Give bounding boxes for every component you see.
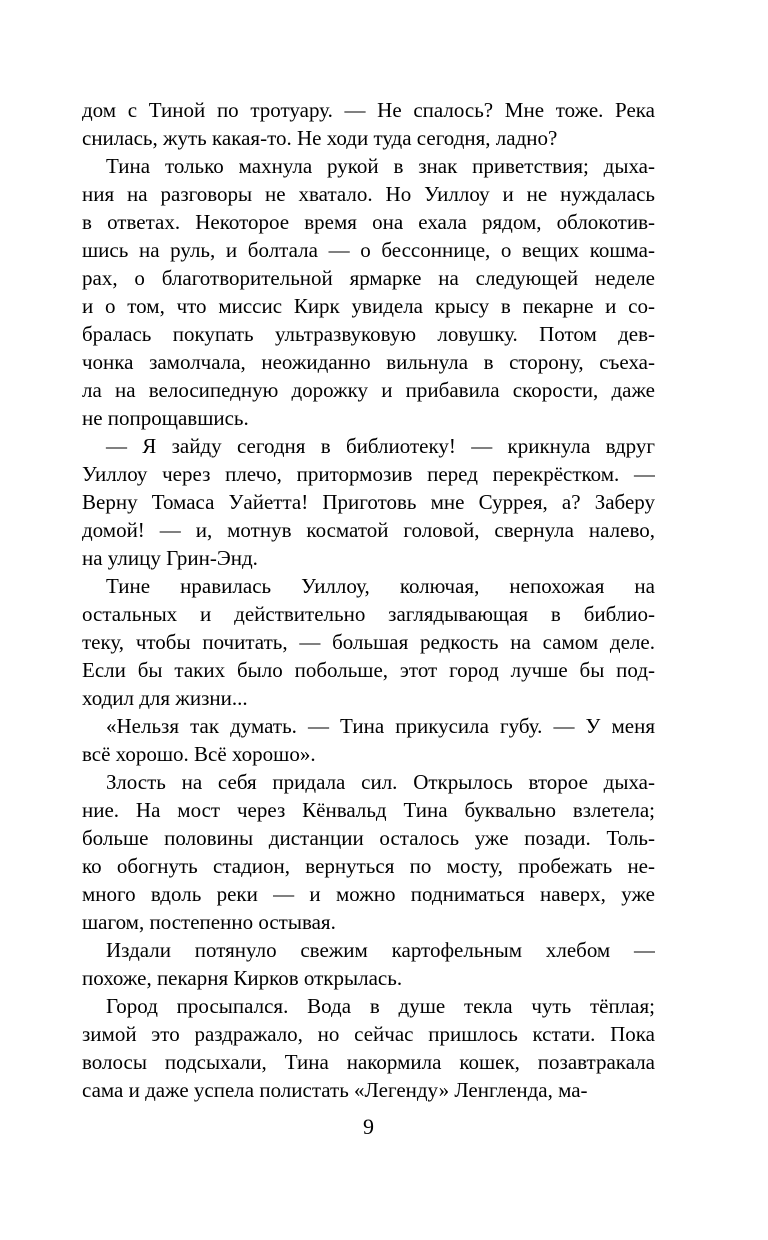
text-line: Если бы таких было побольше, этот город лучше бы под- xyxy=(82,658,655,682)
text-line: Тина только махнула рукой в знак приветствия; дыха- xyxy=(106,154,655,178)
text-line: дом с Тиной по тротуару. — Не спалось? Мне тоже. Река xyxy=(82,98,655,122)
text-line: ко обогнуть стадион, вернуться по мосту, пробежать не- xyxy=(82,854,655,878)
paragraph xyxy=(82,572,655,712)
text-line: Издали потянуло свежим картофельным хлебом — xyxy=(106,938,655,962)
page-number: 9 xyxy=(363,1114,374,1139)
paragraph xyxy=(82,152,655,432)
text-line: домой! — и, мотнув косматой головой, свернула налево, xyxy=(82,518,655,542)
text-line: Злость на себя придала сил. Открылось второе дыха- xyxy=(106,770,655,794)
paragraph xyxy=(82,432,655,572)
text-line: «Нельзя так думать. — Тина прикусила губу. — У меня xyxy=(106,714,655,738)
text-line: Уиллоу через плечо, притормозив перед перекрёстком. — xyxy=(82,462,655,486)
text-line: Верну Томаса Уайетта! Приготовь мне Суррея, а? Заберу xyxy=(82,490,655,514)
page-text xyxy=(82,96,655,1104)
text-line: ходил для жизни... xyxy=(82,686,248,710)
text-line: ла на велосипедную дорожку и прибавила скорости, даже xyxy=(82,378,655,402)
text-line: снилась, жуть какая-то. Не ходи туда сегодня, ладно? xyxy=(82,126,558,150)
text-line: теку, чтобы почитать, — большая редкость на самом деле. xyxy=(82,630,655,654)
text-line: на улицу Грин-Энд. xyxy=(82,546,258,570)
text-line: волосы подсыхали, Тина накормила кошек, позавтракала xyxy=(82,1050,655,1074)
paragraph xyxy=(82,96,655,152)
text-line: в ответах. Некоторое время она ехала рядом, облокотив- xyxy=(82,210,655,234)
text-line: ния на разговоры не хватало. Но Уиллоу и не нуждалась xyxy=(82,182,655,206)
text-line: сама и даже успела полистать «Легенду» Ленгленда, ма- xyxy=(82,1078,588,1102)
text-line: больше половины дистанции осталось уже позади. Толь- xyxy=(82,826,655,850)
text-line: Город просыпался. Вода в душе текла чуть тёплая; xyxy=(106,994,655,1018)
text-line: ние. На мост через Кёнвальд Тина буквально взлетела; xyxy=(82,798,655,822)
text-line: шись на руль, и болтала — о бессоннице, о вещих кошма- xyxy=(82,238,655,262)
text-line: похоже, пекарня Кирков открылась. xyxy=(82,966,403,990)
paragraph xyxy=(82,768,655,936)
text-line: остальных и действительно заглядывающая в библио- xyxy=(82,602,655,626)
paragraph xyxy=(82,936,655,992)
text-line: чонка замолчала, неожиданно вильнула в сторону, съеха- xyxy=(82,350,655,374)
text-line: и о том, что миссис Кирк увидела крысу в пекарне и со- xyxy=(82,294,655,318)
text-line: всё хорошо. Всё хорошо». xyxy=(82,742,316,766)
text-line: зимой это раздражало, но сейчас пришлось кстати. Пока xyxy=(82,1022,655,1046)
text-line: Тине нравилась Уиллоу, колючая, непохожая на xyxy=(106,574,655,598)
text-line: много вдоль реки — и можно подниматься наверх, уже xyxy=(82,882,655,906)
paragraph xyxy=(82,992,655,1104)
text-line: бралась покупать ультразвуковую ловушку. Потом дев- xyxy=(82,322,655,346)
text-line: рах, о благотворительной ярмарке на следующей неделе xyxy=(82,266,655,290)
text-line: шагом, постепенно остывая. xyxy=(82,910,336,934)
text-line: не попрощавшись. xyxy=(82,406,249,430)
paragraph xyxy=(82,712,655,768)
text-line: — Я зайду сегодня в библиотеку! — крикнула вдруг xyxy=(106,434,655,458)
